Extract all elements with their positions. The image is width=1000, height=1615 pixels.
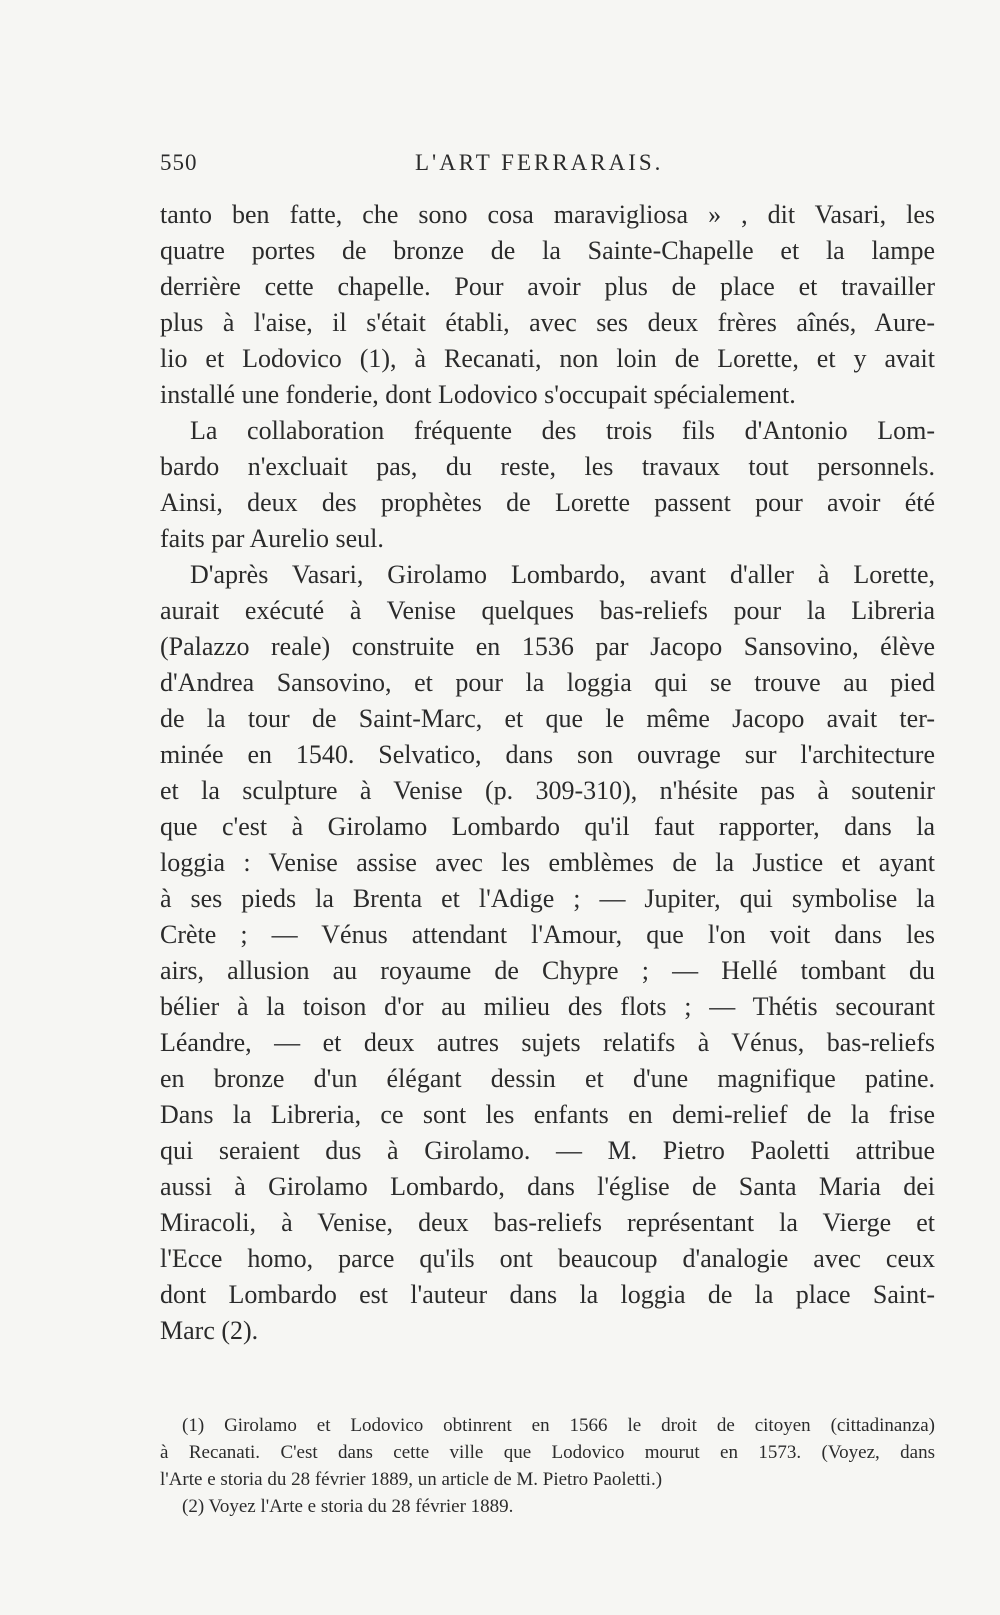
text-line: faits par Aurelio seul. — [160, 524, 384, 553]
text-line: airs, allusion au royaume de Chypre ; — Hellé tombant du — [160, 956, 935, 985]
text-line: aussi à Girolamo Lombardo, dans l'église de Santa Maria dei — [160, 1172, 935, 1201]
text-line: et la sculpture à Venise (p. 309-310), n'hésite pas à soutenir — [160, 776, 935, 805]
paragraph-2 — [160, 413, 935, 557]
text-line: minée en 1540. Selvatico, dans son ouvrage sur l'architecture — [160, 740, 935, 769]
text-line: tanto ben fatte, che sono cosa maravigliosa » , dit Vasari, les — [160, 200, 935, 229]
text-line: que c'est à Girolamo Lombardo qu'il faut rapporter, dans la — [160, 812, 935, 841]
text-line: aurait exécuté à Venise quelques bas-reliefs pour la Libreria — [160, 596, 935, 625]
text-line: Miracoli, à Venise, deux bas-reliefs représentant la Vierge et — [160, 1208, 935, 1237]
text-line: dont Lombardo est l'auteur dans la loggia de la place Saint- — [160, 1280, 935, 1309]
text-line: à ses pieds la Brenta et l'Adige ; — Jupiter, qui symbolise la — [160, 884, 935, 913]
body-text — [160, 197, 935, 1349]
footnote-line: à Recanati. C'est dans cette ville que Lodovico mourut en 1573. (Voyez, dans — [160, 1442, 935, 1463]
text-line: installé une fonderie, dont Lodovico s'occupait spécialement. — [160, 380, 796, 409]
text-line: plus à l'aise, il s'était établi, avec ses deux frères aînés, Aure- — [160, 308, 935, 337]
text-line: La collaboration fréquente des trois fils d'Antonio Lom- — [190, 416, 935, 445]
text-line: Marc (2). — [160, 1316, 259, 1345]
footnote-line: (2) Voyez l'Arte e storia du 28 février 1889. — [182, 1496, 514, 1517]
page-number: 550 — [160, 150, 198, 175]
footnote-2 — [160, 1493, 935, 1520]
text-line: en bronze d'un élégant dessin et d'une magnifique patine. — [160, 1064, 935, 1093]
text-line: bardo n'excluait pas, du reste, les travaux tout personnels. — [160, 452, 935, 481]
text-line: l'Ecce homo, parce qu'ils ont beaucoup d'analogie avec ceux — [160, 1244, 935, 1273]
paragraph-3 — [160, 557, 935, 1349]
text-line: D'après Vasari, Girolamo Lombardo, avant d'aller à Lorette, — [190, 560, 935, 589]
text-line: Ainsi, deux des prophètes de Lorette passent pour avoir été — [160, 488, 935, 517]
paragraph-1 — [160, 197, 935, 413]
text-line: Dans la Libreria, ce sont les enfants en demi-relief de la frise — [160, 1100, 935, 1129]
text-line: Crète ; — Vénus attendant l'Amour, que l'on voit dans les — [160, 920, 935, 949]
text-line: lio et Lodovico (1), à Recanati, non loin de Lorette, et y avait — [160, 344, 935, 373]
footnote-1 — [160, 1412, 935, 1493]
footnote-line: (1) Girolamo et Lodovico obtinrent en 1566 le droit de citoyen (cittadinanza) — [182, 1415, 935, 1436]
text-line: quatre portes de bronze de la Sainte-Chapelle et la lampe — [160, 236, 935, 265]
text-line: (Palazzo reale) construite en 1536 par Jacopo Sansovino, élève — [160, 632, 935, 661]
footnote-line: l'Arte e storia du 28 février 1889, un article de M. Pietro Paoletti.) — [160, 1469, 663, 1490]
text-line: derrière cette chapelle. Pour avoir plus de place et travailler — [160, 272, 935, 301]
running-title: L'ART FERRARAIS. — [415, 150, 664, 175]
text-line: Léandre, — et deux autres sujets relatifs à Vénus, bas-reliefs — [160, 1028, 935, 1057]
text-line: de la tour de Saint-Marc, et que le même Jacopo avait ter- — [160, 704, 935, 733]
text-line: bélier à la toison d'or au milieu des flots ; — Thétis secourant — [160, 992, 935, 1021]
text-line: d'Andrea Sansovino, et pour la loggia qui se trouve au pied — [160, 668, 935, 697]
text-line: loggia : Venise assise avec les emblèmes de la Justice et ayant — [160, 848, 935, 877]
page-header — [160, 150, 920, 190]
text-line: qui seraient dus à Girolamo. — M. Pietro Paoletti attribue — [160, 1136, 935, 1165]
footnotes — [160, 1412, 935, 1520]
